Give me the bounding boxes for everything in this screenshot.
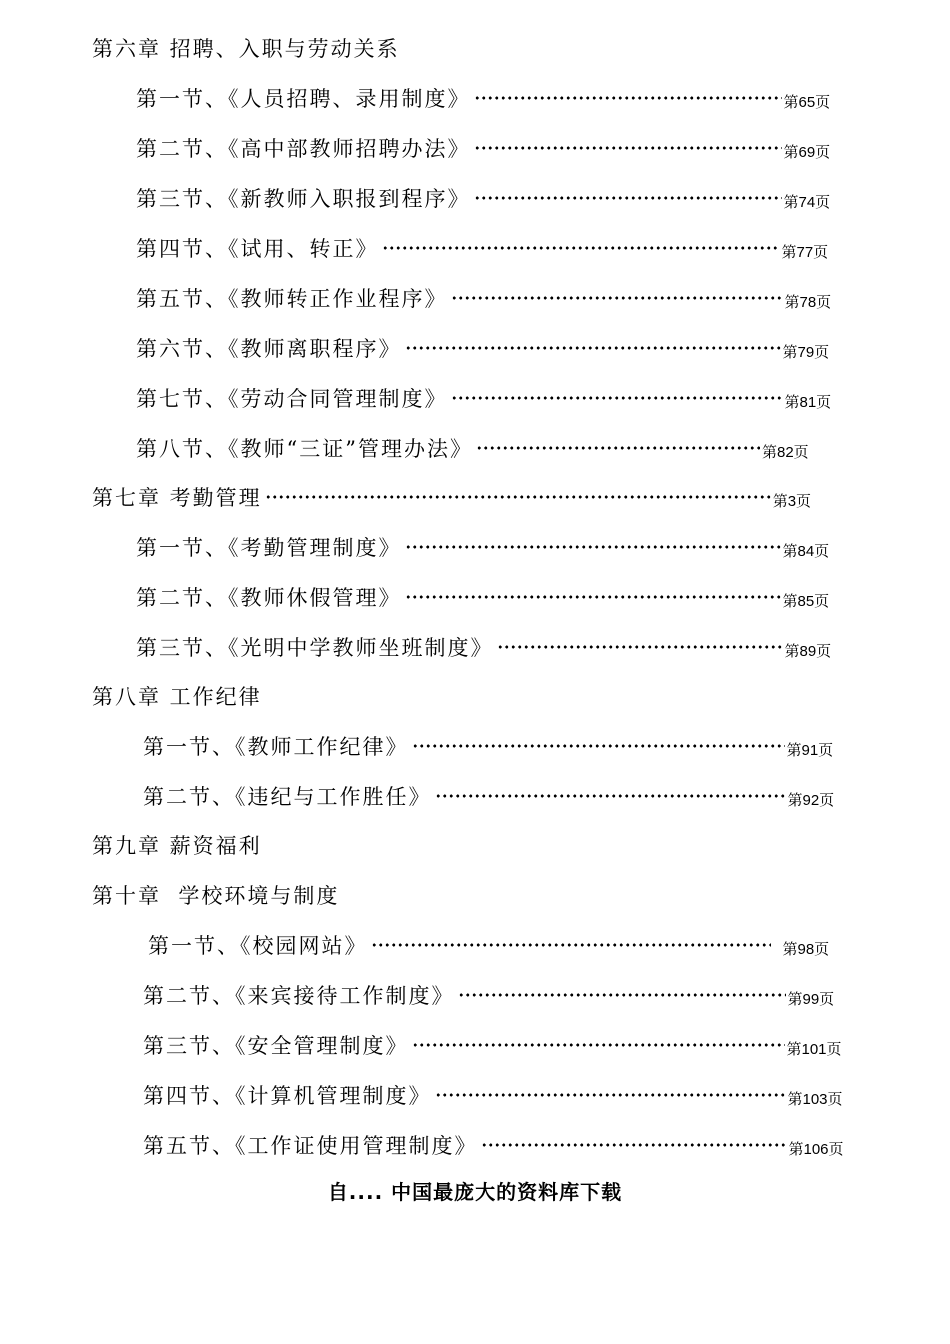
section-title: 第三节、《安全管理制度》 xyxy=(143,1034,409,1058)
page-number: 第69页 xyxy=(783,143,831,161)
dot-leader xyxy=(451,296,783,300)
dot-leader xyxy=(451,396,783,400)
chapter-10-heading xyxy=(92,875,339,915)
dot-leader xyxy=(412,744,785,748)
toc-entry[interactable] xyxy=(136,78,830,118)
section-title: 第一节、《校园网站》 xyxy=(148,934,368,958)
section-title: 第二节、《教师休假管理》 xyxy=(136,586,402,610)
page-number: 第77页 xyxy=(781,243,829,261)
section-title: 第五节、《工作证使用管理制度》 xyxy=(143,1134,478,1158)
dot-leader xyxy=(382,246,780,250)
dot-leader xyxy=(474,146,782,150)
page-number: 第82页 xyxy=(761,443,809,461)
section-title: 第一节、《考勤管理制度》 xyxy=(136,536,402,560)
toc-entry[interactable] xyxy=(136,428,809,468)
toc-entry[interactable] xyxy=(136,128,830,168)
chapter-9-heading xyxy=(92,825,262,865)
toc-entry[interactable] xyxy=(143,1125,844,1165)
section-title: 第一节、《教师工作纪律》 xyxy=(143,735,409,759)
page-number: 第81页 xyxy=(784,393,832,411)
chapter-8-heading xyxy=(92,676,262,716)
dot-leader xyxy=(497,645,783,649)
dot-leader xyxy=(371,943,771,947)
section-title: 第三节、《光明中学教师坐班制度》 xyxy=(136,636,494,660)
section-title: 第七节、《劳动合同管理制度》 xyxy=(136,387,448,411)
page-number: 第3页 xyxy=(772,492,812,510)
chapter-title: 第六章 招聘、入职与劳动关系 xyxy=(92,37,400,61)
section-title: 第四节、《计算机管理制度》 xyxy=(143,1084,432,1108)
chapter-6-heading xyxy=(92,28,400,68)
chapter-title: 第七章 考勤管理 xyxy=(92,486,262,510)
chapter-title: 第十章 学校环境与制度 xyxy=(92,884,340,908)
section-title: 第二节、《违纪与工作胜任》 xyxy=(143,785,432,809)
toc-entry[interactable] xyxy=(136,627,831,667)
toc-entry[interactable] xyxy=(143,726,833,766)
page-number: 第85页 xyxy=(782,592,830,610)
page-number: 第98页 xyxy=(782,940,830,958)
dot-leader xyxy=(474,196,782,200)
dot-leader xyxy=(435,794,786,798)
toc-entry[interactable] xyxy=(136,328,829,368)
page-number: 第101页 xyxy=(786,1040,842,1058)
dot-leader xyxy=(435,1093,786,1097)
page-number: 第79页 xyxy=(782,343,830,361)
dot-leader xyxy=(405,595,781,599)
dot-leader xyxy=(265,495,771,499)
footer-download-note: 自.... 中国最庞大的资料库下载 xyxy=(327,1180,623,1204)
dot-leader xyxy=(405,346,781,350)
toc-entry[interactable] xyxy=(143,776,834,816)
section-title: 第六节、《教师离职程序》 xyxy=(136,337,402,361)
page-number: 第91页 xyxy=(786,741,834,759)
section-title: 第四节、《试用、转正》 xyxy=(136,237,379,261)
dot-leader xyxy=(405,545,781,549)
chapter-title: 第九章 薪资福利 xyxy=(92,834,262,858)
toc-entry[interactable] xyxy=(143,975,834,1015)
toc-entry[interactable] xyxy=(136,278,831,318)
toc-entry[interactable] xyxy=(136,378,831,418)
toc-entry[interactable] xyxy=(148,925,829,965)
toc-entry[interactable] xyxy=(143,1075,843,1115)
chapter-title: 第八章 工作纪律 xyxy=(92,685,262,709)
page-number: 第65页 xyxy=(783,93,831,111)
page-number: 第106页 xyxy=(788,1140,844,1158)
dot-leader xyxy=(412,1043,785,1047)
page-number: 第103页 xyxy=(787,1090,843,1108)
toc-entry[interactable] xyxy=(136,228,828,268)
toc-entry[interactable] xyxy=(143,1025,842,1065)
dot-leader xyxy=(458,993,786,997)
section-title: 第二节、《高中部教师招聘办法》 xyxy=(136,137,471,161)
page-number: 第84页 xyxy=(782,542,830,560)
toc-entry[interactable] xyxy=(136,178,830,218)
page-number: 第89页 xyxy=(784,642,832,660)
page-number: 第74页 xyxy=(783,193,831,211)
section-title: 第二节、《来宾接待工作制度》 xyxy=(143,984,455,1008)
dot-leader xyxy=(474,96,782,100)
page-number: 第92页 xyxy=(787,791,835,809)
dot-leader xyxy=(476,446,760,450)
page-number: 第78页 xyxy=(784,293,832,311)
section-title: 第一节、《人员招聘、录用制度》 xyxy=(136,87,471,111)
toc-entry[interactable] xyxy=(136,527,829,567)
chapter-7-heading[interactable] xyxy=(92,477,811,517)
dot-leader xyxy=(481,1143,787,1147)
section-title: 第八节、《教师“三证”管理办法》 xyxy=(136,437,473,461)
page-number: 第99页 xyxy=(787,990,835,1008)
toc-entry[interactable] xyxy=(136,577,829,617)
section-title: 第五节、《教师转正作业程序》 xyxy=(136,287,448,311)
section-title: 第三节、《新教师入职报到程序》 xyxy=(136,187,471,211)
